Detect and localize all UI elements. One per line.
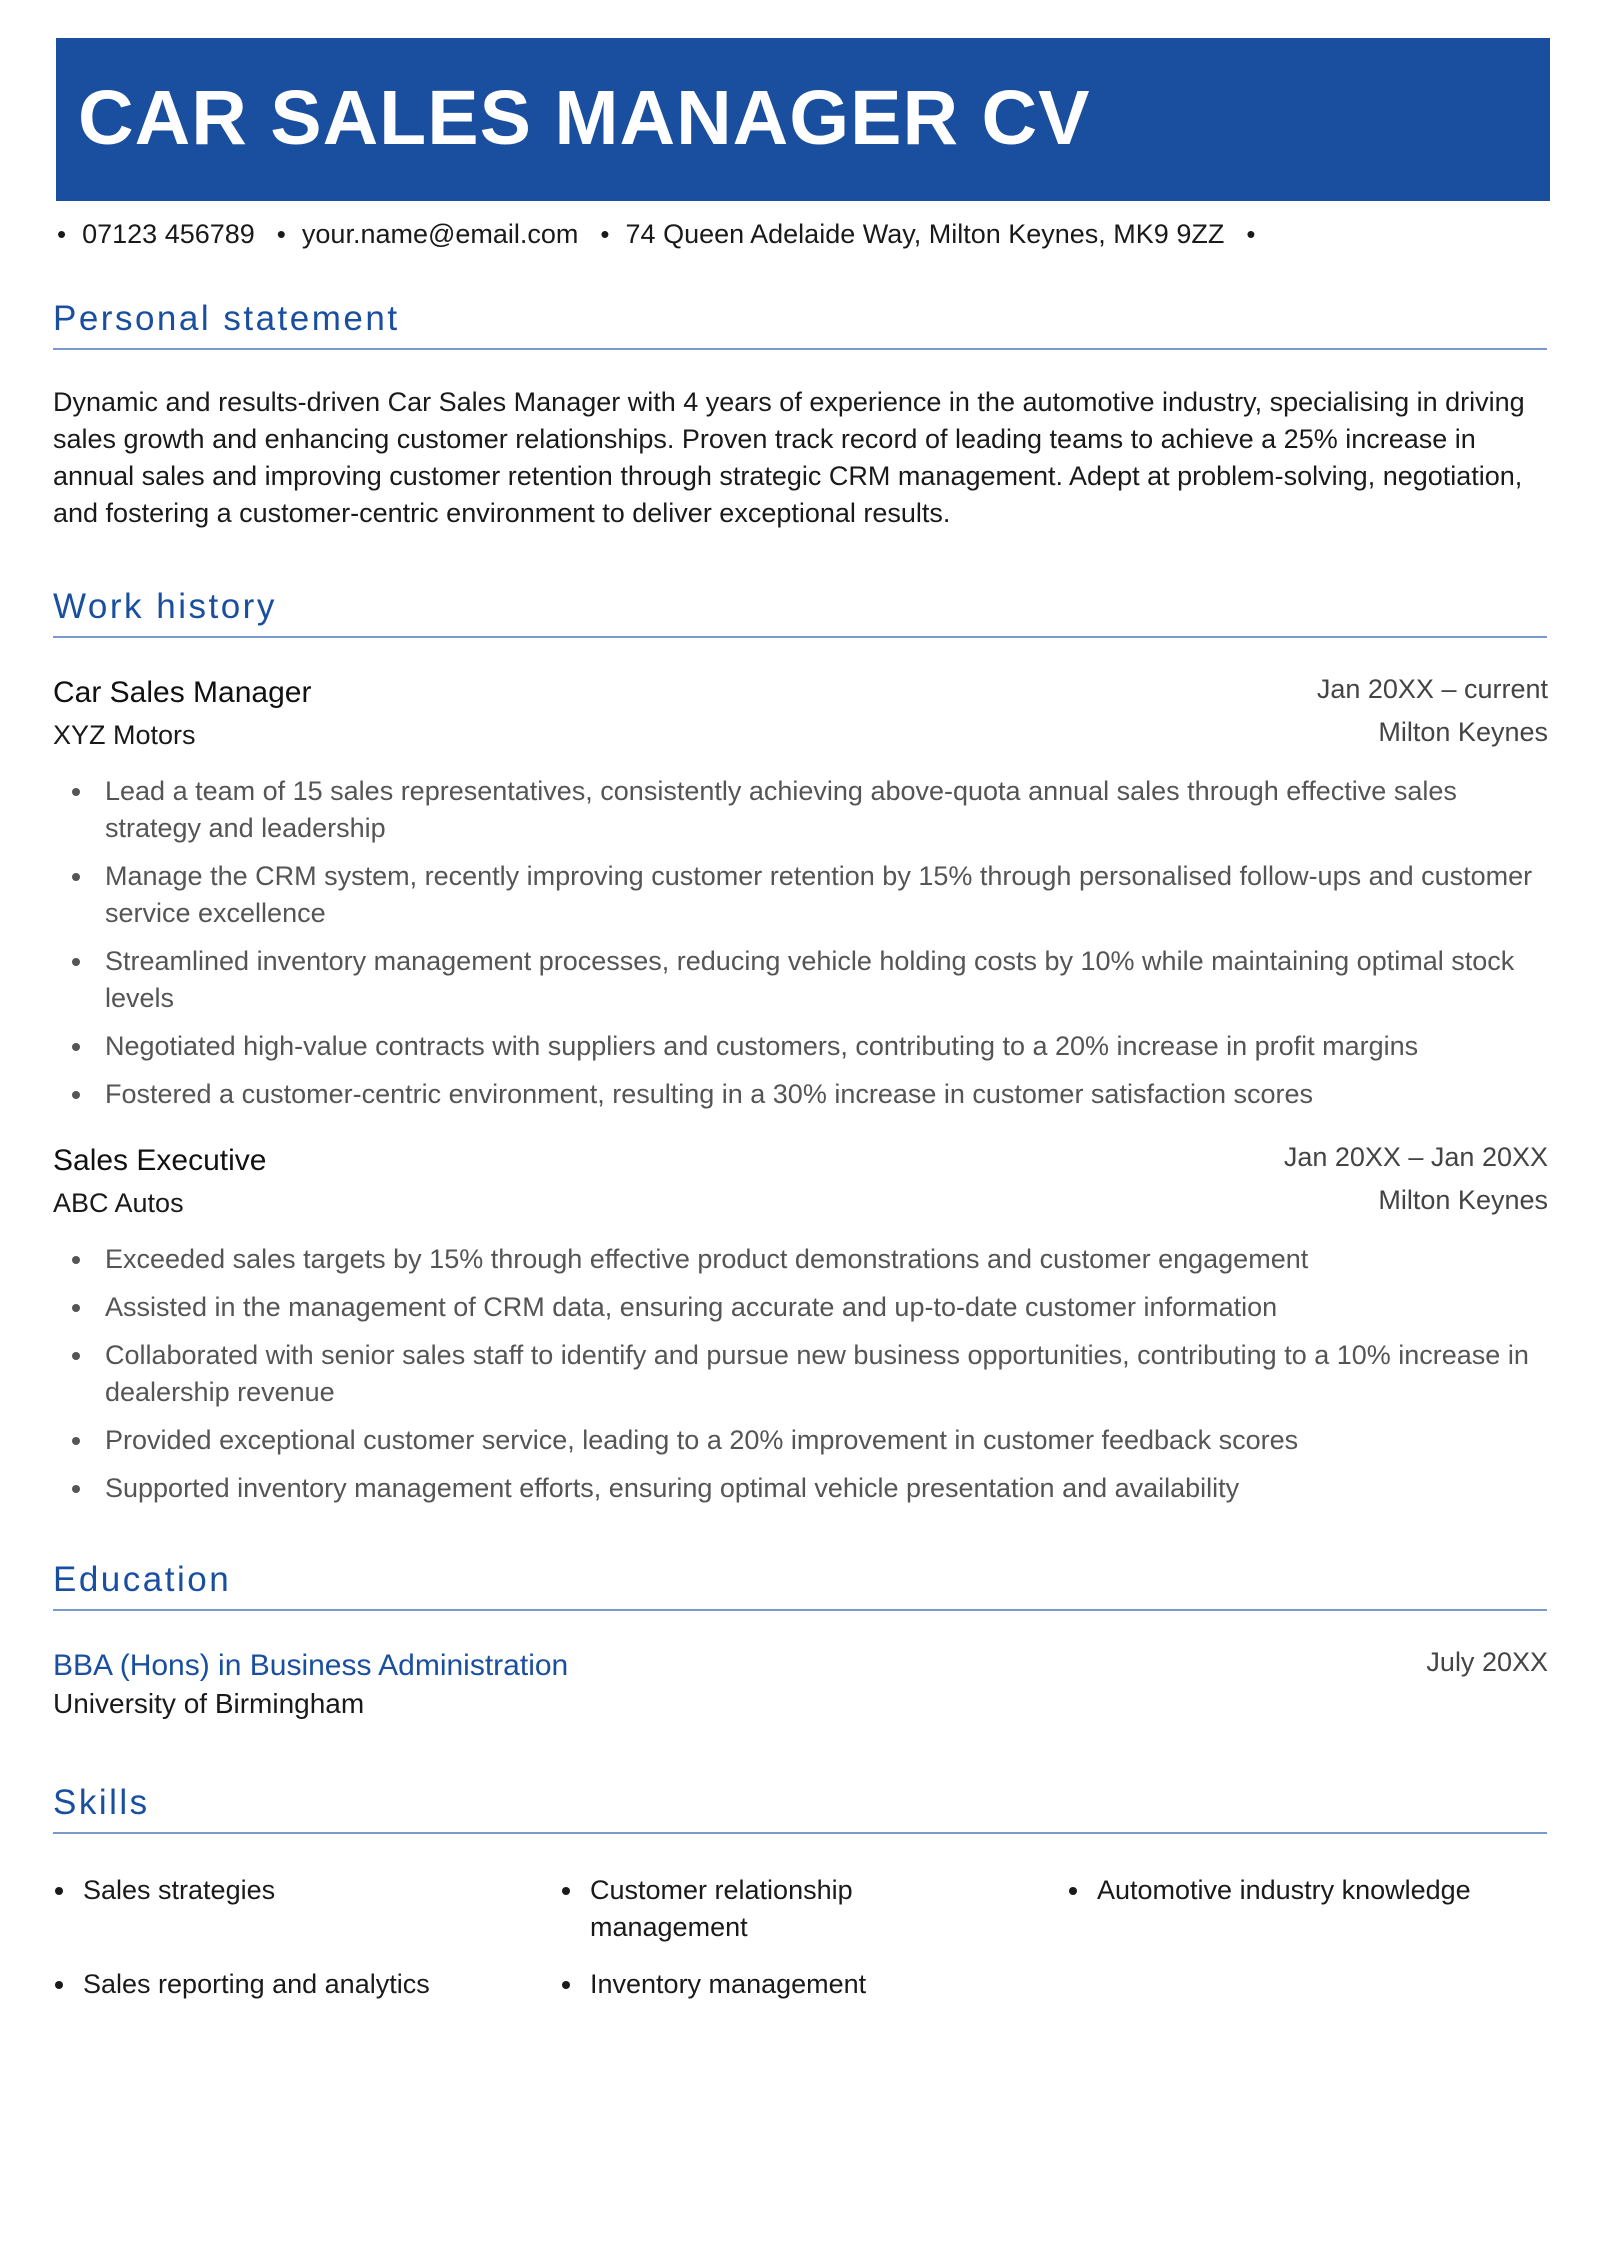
skill-item: Sales reporting and analytics bbox=[53, 1966, 523, 2003]
section-heading-education: Education bbox=[53, 1560, 232, 1599]
skill-item: Customer relationship management bbox=[560, 1872, 910, 1946]
job-company: XYZ Motors bbox=[53, 720, 196, 750]
bullet-icon: • bbox=[1246, 218, 1256, 249]
job-title: Car Sales Manager bbox=[53, 676, 312, 709]
personal-statement-text: Dynamic and results-driven Car Sales Manager with 4 years of experience in the automotive industry, specialising in driving sales growth and enhancing customer relationships. Proven track record of leading teams to achieve a 25% increase in annual sales and improving customer retention through strategic CRM management. Adept at problem-solving, negotiation, and fostering a customer-centric environment to deliver exceptional results. bbox=[53, 387, 1525, 528]
bullet-icon: • bbox=[57, 218, 67, 249]
section-heading-work-history: Work history bbox=[53, 587, 277, 626]
section-heading-skills: Skills bbox=[53, 1783, 150, 1822]
cv-title: CAR SALES MANAGER CV bbox=[78, 75, 1091, 161]
list-item: Negotiated high-value contracts with suppliers and customers, contributing to a 20% increase in profit margins bbox=[53, 1028, 1548, 1065]
job-bullet-list bbox=[53, 773, 1548, 1124]
list-item: Lead a team of 15 sales representatives, consistently achieving above-quota annual sales through effective sales strategy and leadership bbox=[53, 773, 1548, 847]
list-item: Collaborated with senior sales staff to identify and pursue new business opportunities, contributing to a 10% increase in dealership revenue bbox=[53, 1337, 1548, 1411]
section-divider bbox=[53, 1609, 1547, 1611]
skill-item: Sales strategies bbox=[53, 1872, 523, 1909]
job-dates: Jan 20XX – Jan 20XX bbox=[1283, 1142, 1548, 1172]
list-item: Assisted in the management of CRM data, ensuring accurate and up-to-date customer information bbox=[53, 1289, 1548, 1326]
job-dates: Jan 20XX – current bbox=[1316, 674, 1548, 704]
section-divider bbox=[53, 348, 1547, 350]
contact-line bbox=[53, 214, 1553, 254]
job-location: Milton Keynes bbox=[1378, 1185, 1548, 1215]
list-item: Fostered a customer-centric environment, resulting in a 30% increase in customer satisfaction scores bbox=[53, 1076, 1548, 1113]
skill-item: Automotive industry knowledge bbox=[1067, 1872, 1537, 1909]
contact-phone: 07123 456789 bbox=[82, 218, 255, 249]
list-item: Provided exceptional customer service, leading to a 20% improvement in customer feedback scores bbox=[53, 1422, 1548, 1459]
section-divider bbox=[53, 1832, 1547, 1834]
section-heading-personal-statement: Personal statement bbox=[53, 299, 400, 338]
job-title: Sales Executive bbox=[53, 1144, 267, 1177]
list-item: Streamlined inventory management processes, reducing vehicle holding costs by 10% while maintaining optimal stock levels bbox=[53, 943, 1548, 1017]
list-item: Supported inventory management efforts, ensuring optimal vehicle presentation and availability bbox=[53, 1470, 1548, 1507]
skill-item: Inventory management bbox=[560, 1966, 1030, 2003]
list-item: Manage the CRM system, recently improving customer retention by 15% through personalised follow-ups and customer service excellence bbox=[53, 858, 1548, 932]
job-company: ABC Autos bbox=[53, 1188, 184, 1218]
contact-email: your.name@email.com bbox=[301, 218, 579, 249]
contact-address: 74 Queen Adelaide Way, Milton Keynes, MK9 9ZZ bbox=[625, 218, 1225, 249]
education-degree: BBA (Hons) in Business Administration bbox=[53, 1649, 569, 1682]
job-bullet-list bbox=[53, 1241, 1548, 1518]
job-location: Milton Keynes bbox=[1378, 717, 1548, 747]
section-divider bbox=[53, 636, 1547, 638]
education-school: University of Birmingham bbox=[53, 1688, 365, 1719]
list-item: Exceeded sales targets by 15% through effective product demonstrations and customer engagement bbox=[53, 1241, 1548, 1278]
bullet-icon: • bbox=[600, 218, 610, 249]
header-banner bbox=[56, 38, 1550, 201]
education-date: July 20XX bbox=[1426, 1647, 1548, 1677]
bullet-icon: • bbox=[276, 218, 286, 249]
